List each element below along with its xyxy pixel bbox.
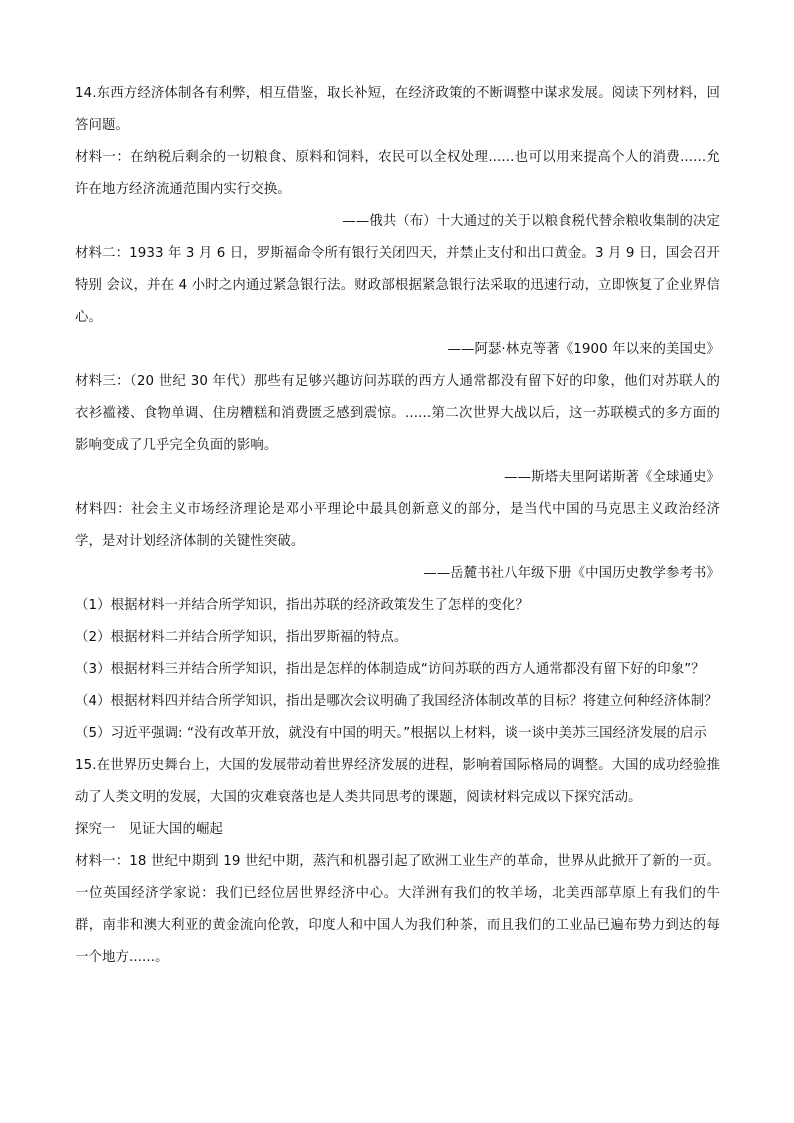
q14-material-3: 材料三：（20 世纪 30 年代）那些有足够兴趣访问苏联的西方人通常都没有留下好的印象，他们对苏联人的衣衫褴褛、食物单调、住房糟糕和消费匮乏感到震惊。......第二次世界大战以后，这一苏联模式的多方面的影响变成了几乎完全负面的影响。: [75, 374, 720, 453]
q14-material-2: 材料二：1933 年 3 月 6 日，罗斯福命令所有银行关闭四天，并禁止支付和出口黄金。3 月 9 日，国会召开特别 会议，并在 4 小时之内通过紧急银行法。财政部根据紧急银行法采取的迅速行动，立即恢复了企业界信心。: [75, 246, 720, 325]
q15-intro: 15.在世界历史舞台上，大国的发展带动着世界经济发展的进程，影响着国际格局的调整。大国的成功经验推动了人类文明的发展，大国的灾难衰落也是人类共同思考的课题，阅读材料完成以下探究活动。: [75, 758, 720, 805]
q14-question-2: （2）根据材料二并结合所学知识，指出罗斯福的特点。: [75, 630, 408, 645]
q14-material-3-source: ——斯塔夫里阿诺斯著《全球通史》: [504, 470, 720, 485]
q14-material-2-source: ——阿瑟·林克等著《1900 年以来的美国史》: [447, 342, 720, 357]
q14-question-4: （4）根据材料四并结合所学知识，指出是哪次会议明确了我国经济体制改革的目标？将建立何种经济体制？: [75, 694, 718, 709]
document-page: [75, 78, 720, 974]
q14-question-3: （3）根据材料三并结合所学知识，指出是怎样的体制造成“访问苏联的西方人通常都没有留下好的印象”？: [75, 662, 705, 677]
q14-material-4-source: ——岳麓书社八年级下册《中国历史教学参考书》: [423, 566, 720, 581]
q15-inquiry-1-heading: 探究一 见证大国的崛起: [75, 822, 223, 837]
q14-intro: 14.东西方经济体制各有利弊，相互借鉴，取长补短，在经济政策的不断调整中谋求发展。阅读下列材料，回答问题。: [75, 86, 720, 133]
q14-material-1: 材料一：在纳税后剩余的一切粮食、原料和饲料，农民可以全权处理......也可以用来提高个人的消费......允许在地方经济流通范围内实行交换。: [75, 150, 720, 197]
q14-material-1-source: ——俄共（布）十大通过的关于以粮食税代替余粮收集制的决定: [342, 214, 720, 229]
q14-question-5: （5）习近平强调: “没有改革开放，就没有中国的明天。”根据以上材料，谈一谈中美苏三国经济发展的启示: [75, 726, 708, 741]
q14-material-4: 材料四：社会主义市场经济理论是邓小平理论中最具创新意义的部分，是当代中国的马克思主义政治经济学，是对计划经济体制的关键性突破。: [75, 502, 720, 549]
q14-question-1: （1）根据材料一并结合所学知识，指出苏联的经济政策发生了怎样的变化？: [75, 598, 529, 613]
q15-material-1: 材料一：18 世纪中期到 19 世纪中期，蒸汽和机器引起了欧洲工业生产的革命，世界从此掀开了新的一页。一位英国经济学家说：我们已经位居世界经济中心。大洋洲有我们的牧羊场，北美西部草原上有我们的牛群，南非和澳大利亚的黄金流向伦敦，印度人和中国人为我们种茶，而且我们的工业品已遍布势力到达的每一个地方......。: [75, 854, 720, 965]
